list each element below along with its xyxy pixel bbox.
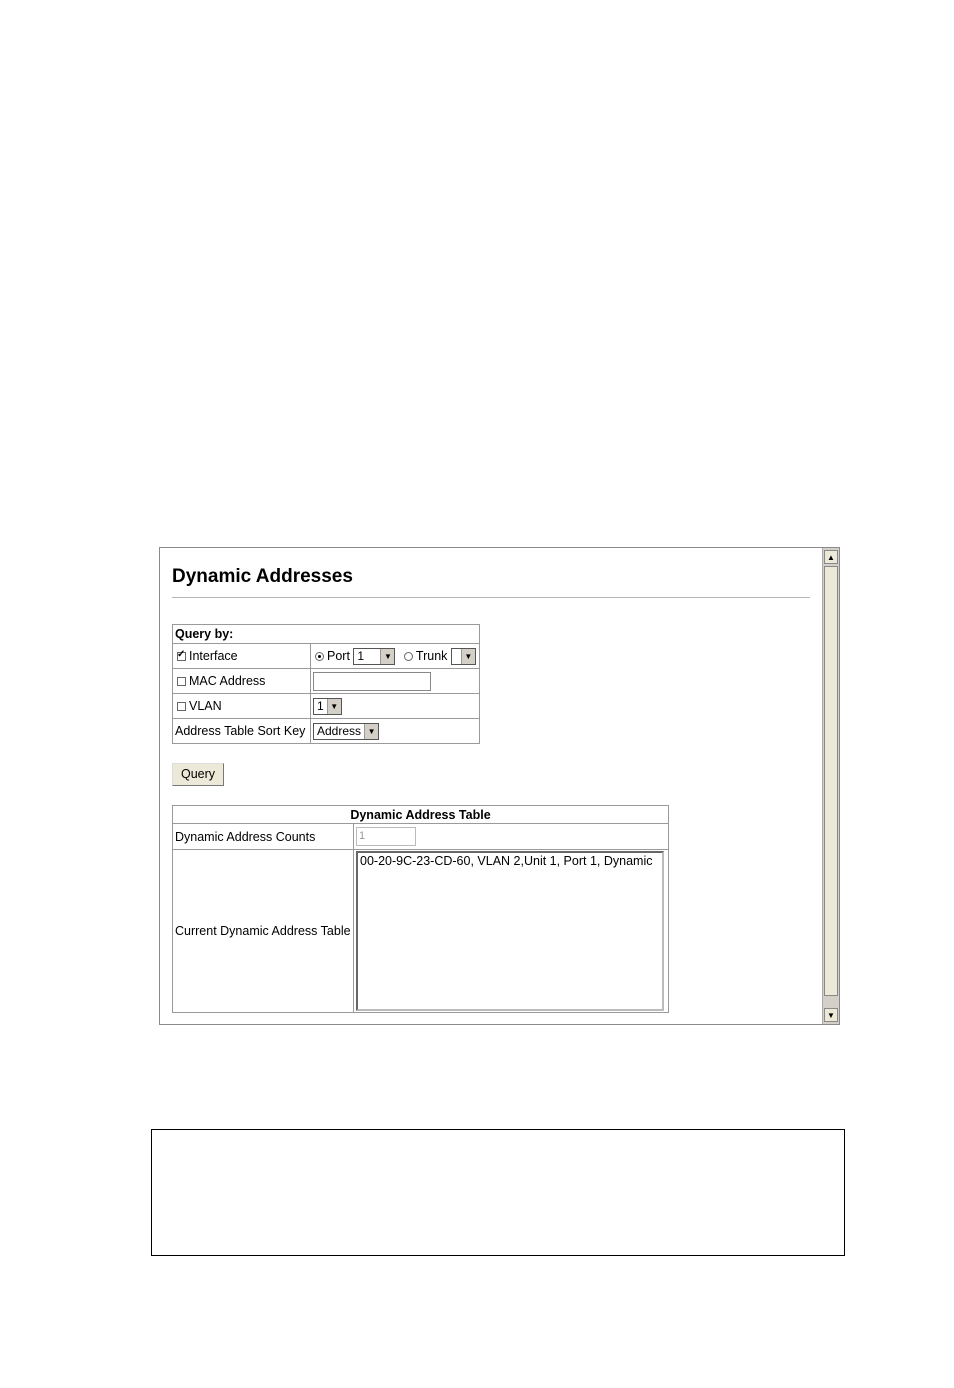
note-box	[151, 1129, 845, 1256]
scroll-down-icon[interactable]: ▼	[824, 1008, 838, 1022]
query-button[interactable]: Query	[172, 763, 224, 786]
vlan-cell	[173, 694, 311, 719]
screenshot-window	[159, 547, 840, 1025]
query-by-header: Query by:	[173, 625, 480, 644]
title-divider	[172, 597, 810, 598]
interface-cell	[173, 644, 311, 669]
sort-key-select[interactable]	[313, 723, 379, 740]
current-dynamic-address-table-label: Current Dynamic Address Table	[173, 850, 354, 1013]
query-form	[172, 624, 480, 744]
vlan-select[interactable]	[313, 698, 342, 715]
chevron-down-icon: ▼	[461, 649, 475, 664]
port-radio[interactable]	[315, 652, 324, 661]
mac-address-cell	[173, 669, 311, 694]
port-select-value: 1	[357, 648, 365, 663]
trunk-select[interactable]	[451, 648, 476, 665]
current-dynamic-address-table-cell	[354, 850, 669, 1013]
sort-key-select-cell	[311, 719, 480, 744]
mac-address-input[interactable]	[313, 672, 431, 691]
interface-checkbox[interactable]	[177, 652, 186, 661]
vlan-checkbox[interactable]	[177, 702, 186, 711]
port-label: Port	[327, 648, 350, 663]
dynamic-address-table-title: Dynamic Address Table	[173, 806, 669, 824]
page-content	[160, 548, 821, 1024]
dynamic-address-table	[172, 805, 669, 1013]
dynamic-address-counts-cell	[354, 824, 669, 850]
dynamic-address-counts-label: Dynamic Address Counts	[173, 824, 354, 850]
vlan-select-cell	[311, 694, 480, 719]
vertical-scrollbar[interactable]	[822, 548, 839, 1024]
sort-key-select-value: Address	[317, 723, 362, 738]
interface-label: Interface	[189, 649, 238, 663]
mac-address-input-cell	[311, 669, 480, 694]
trunk-radio[interactable]	[404, 652, 413, 661]
chevron-down-icon: ▼	[380, 649, 394, 664]
address-listbox[interactable]	[356, 851, 664, 1011]
dynamic-address-counts-field: 1	[356, 827, 416, 846]
interface-options-cell	[311, 644, 480, 669]
trunk-label: Trunk	[415, 648, 448, 663]
page-title: Dynamic Addresses	[172, 566, 353, 587]
scroll-up-icon[interactable]: ▲	[824, 550, 838, 564]
vlan-label: VLAN	[189, 699, 222, 713]
mac-address-checkbox[interactable]	[177, 677, 186, 686]
mac-address-label: MAC Address	[189, 674, 266, 688]
sort-key-cell: Address Table Sort Key	[173, 719, 311, 744]
list-item[interactable]: 00-20-9C-23-CD-60, VLAN 2,Unit 1, Port 1, Dynamic	[360, 854, 653, 868]
scrollbar-thumb[interactable]	[824, 566, 838, 996]
chevron-down-icon: ▼	[364, 724, 378, 739]
vlan-select-value: 1	[317, 698, 324, 713]
port-select[interactable]	[353, 648, 395, 665]
chevron-down-icon: ▼	[327, 699, 341, 714]
